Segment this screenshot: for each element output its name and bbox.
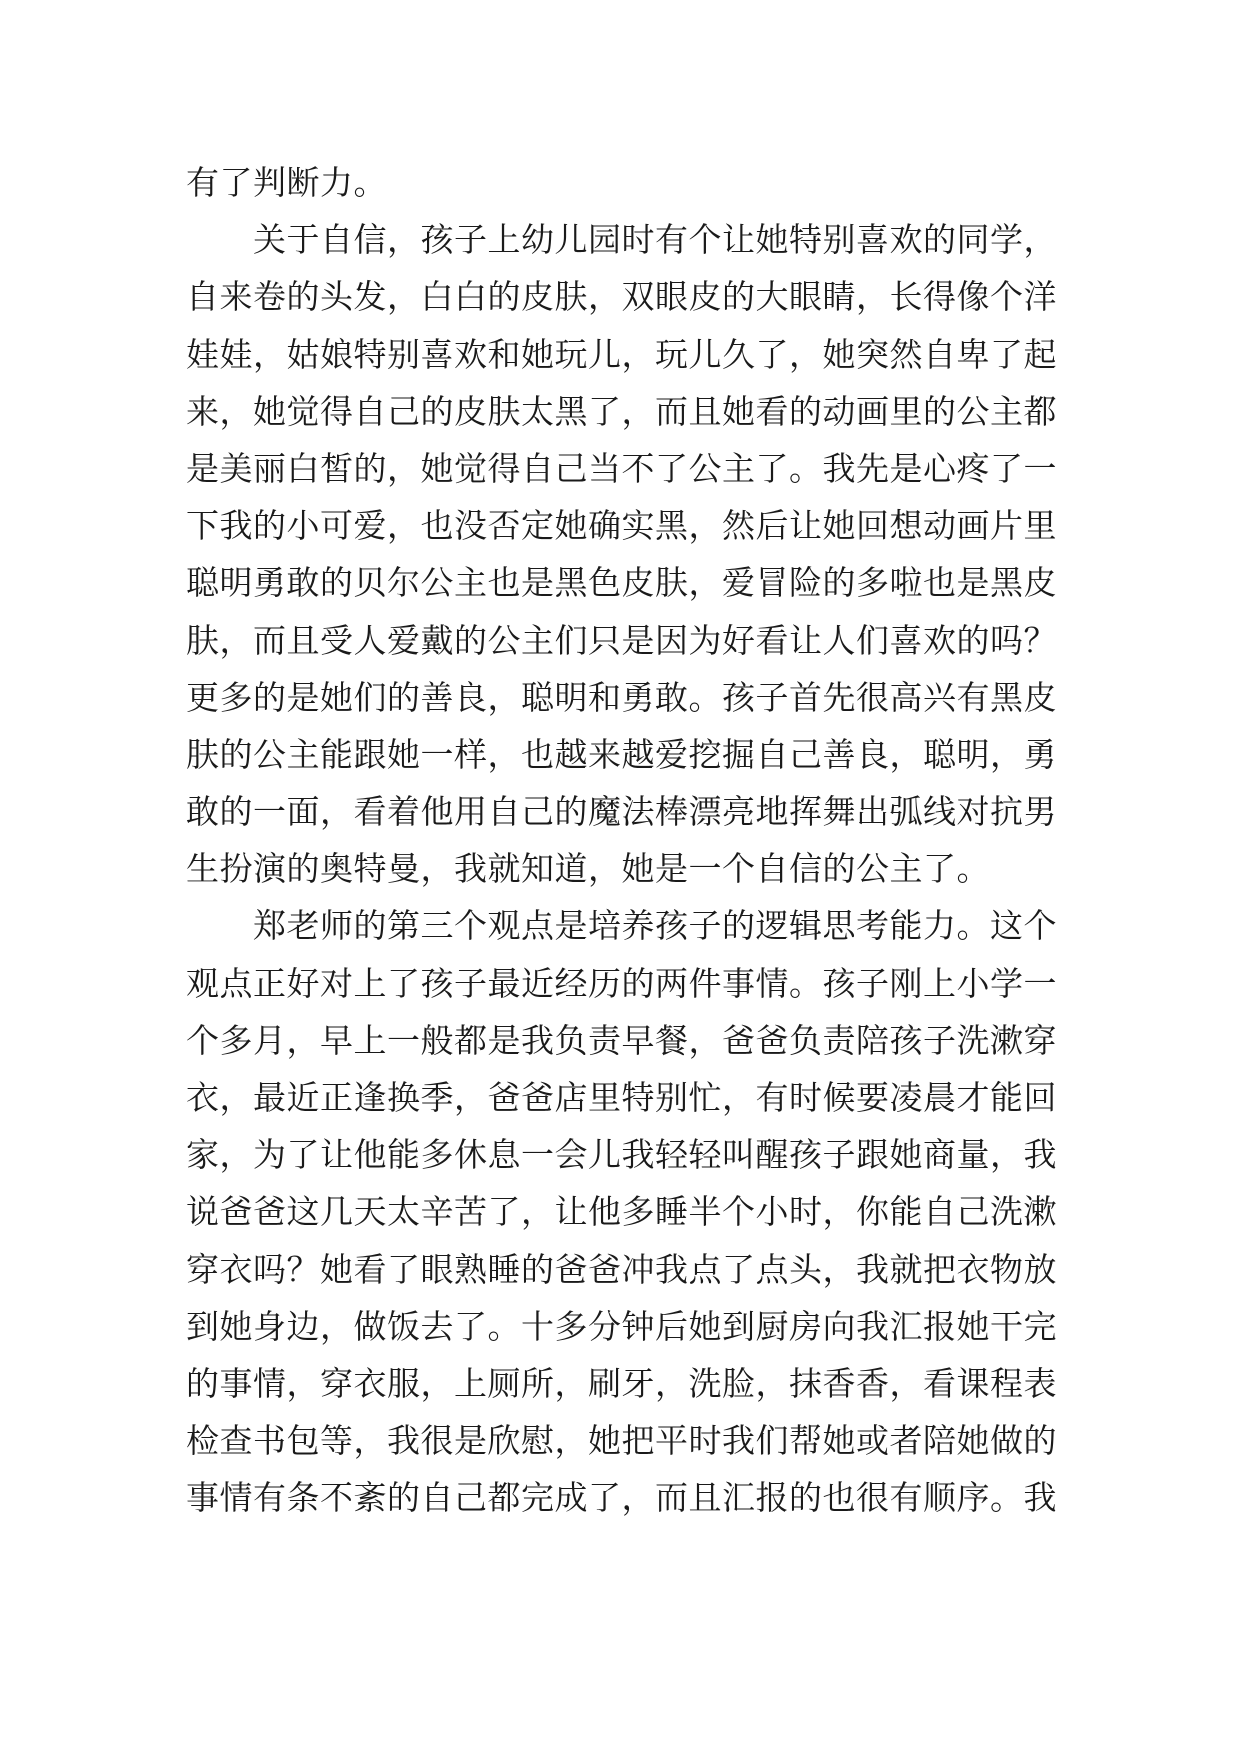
text-line: 生扮演的奥特曼，我就知道，她是一个自信的公主了。 xyxy=(186,849,990,889)
text-line: 自来卷的头发，白白的皮肤，双眼皮的大眼睛，长得像个洋 xyxy=(186,277,1057,317)
text-line: 关于自信，孩子上幼儿园时有个让她特别喜欢的同学， xyxy=(186,220,1057,260)
text-line: 检查书包等，我很是欣慰，她把平时我们帮她或者陪她做的 xyxy=(186,1421,1057,1461)
text-line: 肤，而且受人爱戴的公主们只是因为好看让人们喜欢的吗？ xyxy=(186,620,1057,660)
text-line: 穿衣吗？她看了眼熟睡的爸爸冲我点了点头，我就把衣物放 xyxy=(186,1249,1057,1289)
text-line: 下我的小可爱，也没否定她确实黑，然后让她回想动画片里 xyxy=(186,506,1057,546)
text-line: 到她身边，做饭去了。十多分钟后她到厨房向我汇报她干完 xyxy=(186,1306,1057,1346)
body-text xyxy=(186,154,1066,1527)
text-line: 的事情，穿衣服，上厕所，刷牙，洗脸，抹香香，看课程表 xyxy=(186,1363,1057,1403)
text-line: 来，她觉得自己的皮肤太黑了，而且她看的动画里的公主都 xyxy=(186,391,1057,431)
text-line: 郑老师的第三个观点是培养孩子的逻辑思考能力。这个 xyxy=(186,906,1057,946)
text-line: 娃娃，姑娘特别喜欢和她玩儿，玩儿久了，她突然自卑了起 xyxy=(186,334,1057,374)
text-line: 更多的是她们的善良，聪明和勇敢。孩子首先很高兴有黑皮 xyxy=(186,677,1057,717)
text-line: 敢的一面，看着他用自己的魔法棒漂亮地挥舞出弧线对抗男 xyxy=(186,792,1057,832)
text-line: 观点正好对上了孩子最近经历的两件事情。孩子刚上小学一 xyxy=(186,963,1057,1003)
text-line: 说爸爸这几天太辛苦了，让他多睡半个小时，你能自己洗漱 xyxy=(186,1192,1057,1232)
text-line: 衣，最近正逢换季，爸爸店里特别忙，有时候要凌晨才能回 xyxy=(186,1078,1057,1117)
text-line: 个多月，早上一般都是我负责早餐，爸爸负责陪孩子洗漱穿 xyxy=(186,1020,1057,1060)
text-line: 是美丽白皙的，她觉得自己当不了公主了。我先是心疼了一 xyxy=(186,448,1057,488)
text-line: 有了判断力。 xyxy=(186,163,387,202)
text-line: 家，为了让他能多休息一会儿我轻轻叫醒孩子跟她商量，我 xyxy=(186,1135,1057,1175)
text-line: 事情有条不紊的自己都完成了，而且汇报的也很有顺序。我 xyxy=(186,1478,1057,1518)
text-line: 聪明勇敢的贝尔公主也是黑色皮肤，爱冒险的多啦也是黑皮 xyxy=(186,563,1057,603)
text-line: 肤的公主能跟她一样，也越来越爱挖掘自己善良，聪明，勇 xyxy=(186,734,1057,774)
